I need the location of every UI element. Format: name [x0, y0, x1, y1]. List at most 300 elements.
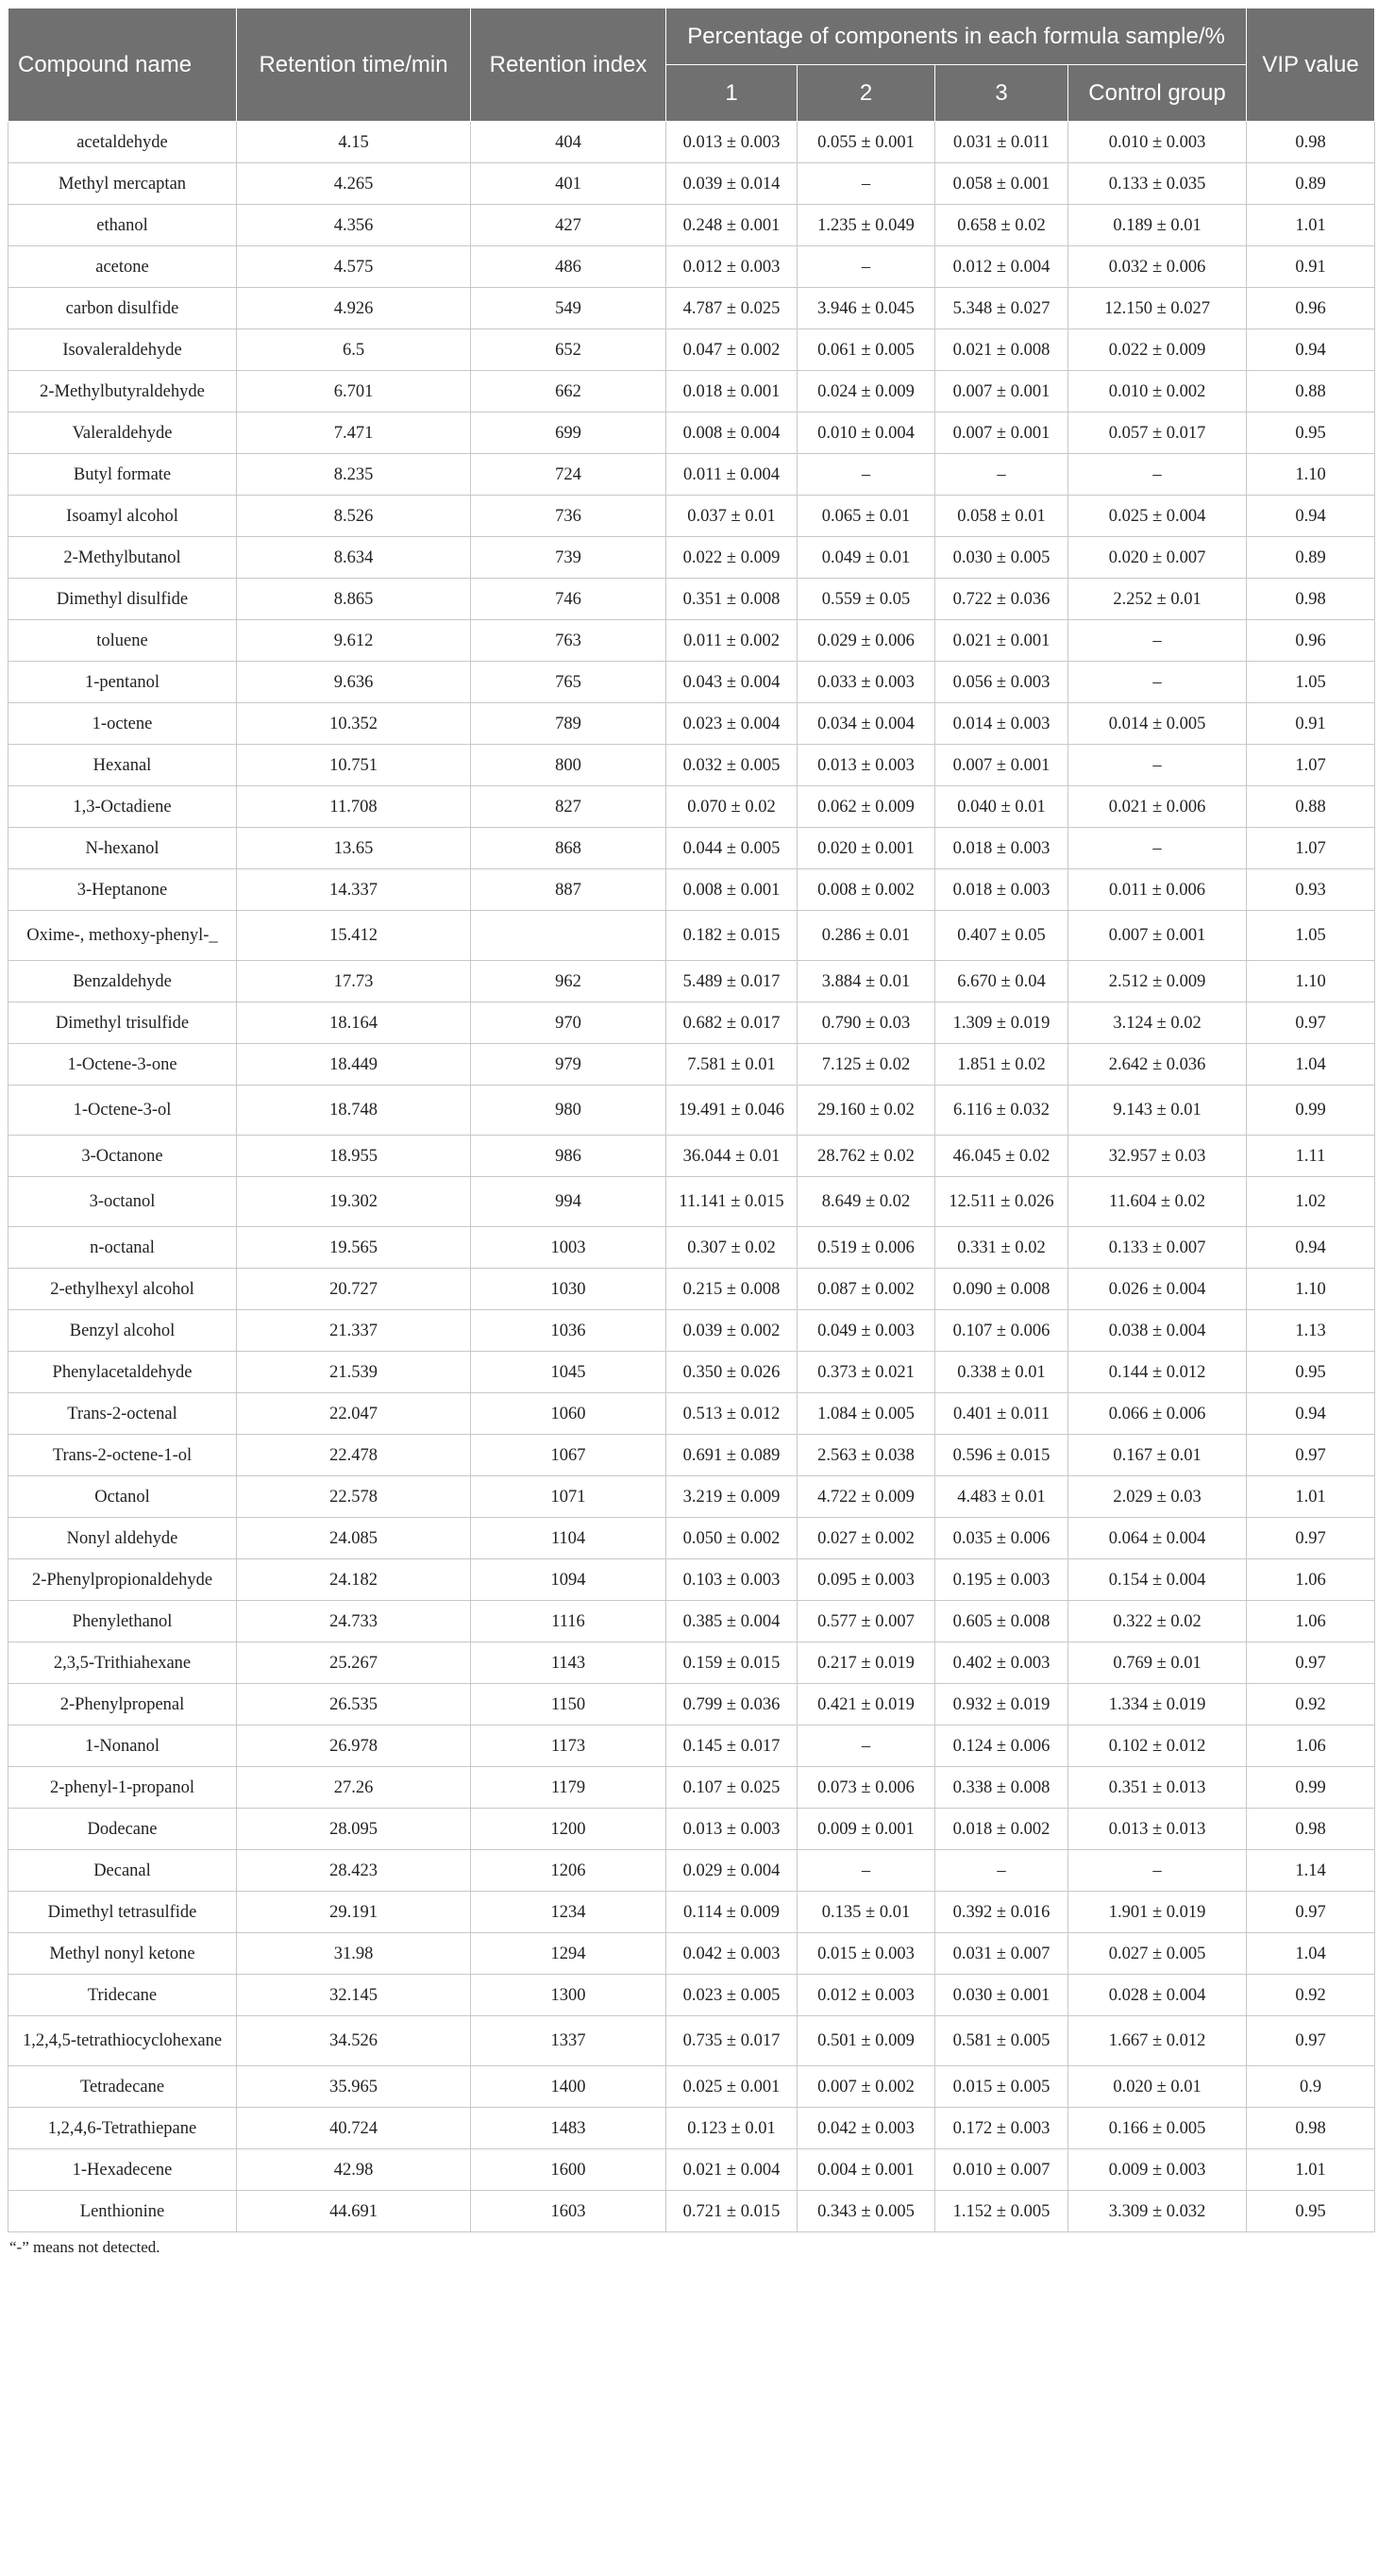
cell-retention-index: 1179 — [471, 1767, 666, 1809]
cell-retention-index: 979 — [471, 1044, 666, 1086]
table-row — [8, 579, 1375, 620]
cell-sample-1: 0.029 ± 0.004 — [666, 1850, 798, 1892]
cell-sample-2: 0.012 ± 0.003 — [798, 1975, 935, 2016]
cell-vip-value: 0.99 — [1247, 1767, 1375, 1809]
cell-vip-value: 1.10 — [1247, 454, 1375, 496]
header-retention-time: Retention time/min — [237, 8, 471, 122]
cell-retention-time: 34.526 — [237, 2016, 471, 2066]
cell-retention-index: 401 — [471, 163, 666, 205]
cell-sample-3: 0.031 ± 0.007 — [935, 1933, 1068, 1975]
cell-compound-name: ethanol — [8, 205, 237, 246]
cell-sample-1: 5.489 ± 0.017 — [666, 961, 798, 1002]
cell-compound-name: Lenthionine — [8, 2191, 237, 2232]
cell-retention-time: 4.575 — [237, 246, 471, 288]
cell-sample-3: 0.605 ± 0.008 — [935, 1601, 1068, 1642]
cell-retention-index: 962 — [471, 961, 666, 1002]
cell-sample-2: 0.055 ± 0.001 — [798, 122, 935, 163]
cell-sample-1: 0.721 ± 0.015 — [666, 2191, 798, 2232]
cell-sample-1: 0.013 ± 0.003 — [666, 1809, 798, 1850]
table-row — [8, 1850, 1375, 1892]
cell-compound-name: Nonyl aldehyde — [8, 1518, 237, 1559]
cell-sample-3: 0.015 ± 0.005 — [935, 2066, 1068, 2108]
cell-sample-3: 0.021 ± 0.001 — [935, 620, 1068, 662]
cell-sample-1: 0.013 ± 0.003 — [666, 122, 798, 163]
cell-retention-time: 24.733 — [237, 1601, 471, 1642]
cell-retention-index: 970 — [471, 1002, 666, 1044]
cell-sample-1: 0.350 ± 0.026 — [666, 1352, 798, 1393]
cell-control-group: 0.769 ± 0.01 — [1068, 1642, 1247, 1684]
table-row — [8, 1177, 1375, 1227]
cell-retention-index — [471, 911, 666, 961]
cell-compound-name: 2-Methylbutanol — [8, 537, 237, 579]
cell-retention-time: 21.337 — [237, 1310, 471, 1352]
cell-retention-index: 739 — [471, 537, 666, 579]
cell-sample-2: 0.217 ± 0.019 — [798, 1642, 935, 1684]
cell-control-group: 0.066 ± 0.006 — [1068, 1393, 1247, 1435]
cell-sample-1: 0.114 ± 0.009 — [666, 1892, 798, 1933]
cell-control-group: 0.167 ± 0.01 — [1068, 1435, 1247, 1476]
cell-retention-time: 6.701 — [237, 371, 471, 412]
cell-retention-time: 13.65 — [237, 828, 471, 869]
cell-vip-value: 0.95 — [1247, 2191, 1375, 2232]
cell-compound-name: n-octanal — [8, 1227, 237, 1269]
cell-compound-name: Trans-2-octene-1-ol — [8, 1435, 237, 1476]
cell-sample-1: 0.039 ± 0.002 — [666, 1310, 798, 1352]
cell-sample-1: 0.385 ± 0.004 — [666, 1601, 798, 1642]
cell-retention-index: 789 — [471, 703, 666, 745]
cell-retention-time: 8.634 — [237, 537, 471, 579]
cell-control-group: 3.309 ± 0.032 — [1068, 2191, 1247, 2232]
cell-retention-index: 1036 — [471, 1310, 666, 1352]
cell-sample-1: 0.039 ± 0.014 — [666, 163, 798, 205]
cell-sample-1: 0.011 ± 0.004 — [666, 454, 798, 496]
table-row — [8, 1933, 1375, 1975]
cell-vip-value: 1.06 — [1247, 1726, 1375, 1767]
cell-control-group: 1.901 ± 0.019 — [1068, 1892, 1247, 1933]
cell-sample-2: 0.421 ± 0.019 — [798, 1684, 935, 1726]
cell-sample-1: 0.248 ± 0.001 — [666, 205, 798, 246]
cell-sample-2: 0.024 ± 0.009 — [798, 371, 935, 412]
table-row — [8, 412, 1375, 454]
cell-sample-1: 11.141 ± 0.015 — [666, 1177, 798, 1227]
cell-retention-time: 8.865 — [237, 579, 471, 620]
cell-retention-time: 24.182 — [237, 1559, 471, 1601]
cell-control-group: 2.029 ± 0.03 — [1068, 1476, 1247, 1518]
cell-compound-name: Dimethyl trisulfide — [8, 1002, 237, 1044]
table-row — [8, 329, 1375, 371]
cell-sample-1: 0.215 ± 0.008 — [666, 1269, 798, 1310]
cell-compound-name: 2-Phenylpropionaldehyde — [8, 1559, 237, 1601]
table-row — [8, 496, 1375, 537]
cell-compound-name: Valeraldehyde — [8, 412, 237, 454]
cell-compound-name: Benzaldehyde — [8, 961, 237, 1002]
cell-compound-name: 2-Methylbutyraldehyde — [8, 371, 237, 412]
cell-compound-name: Phenylacetaldehyde — [8, 1352, 237, 1393]
cell-retention-index: 1483 — [471, 2108, 666, 2149]
cell-retention-time: 35.965 — [237, 2066, 471, 2108]
header-sample-3: 3 — [935, 65, 1068, 122]
cell-vip-value: 1.10 — [1247, 1269, 1375, 1310]
cell-vip-value: 1.06 — [1247, 1559, 1375, 1601]
cell-sample-3: 0.058 ± 0.01 — [935, 496, 1068, 537]
cell-sample-2: 0.042 ± 0.003 — [798, 2108, 935, 2149]
table-body — [8, 122, 1375, 2232]
cell-sample-2: 0.065 ± 0.01 — [798, 496, 935, 537]
cell-vip-value: 0.92 — [1247, 1684, 1375, 1726]
cell-sample-3: – — [935, 454, 1068, 496]
cell-compound-name: carbon disulfide — [8, 288, 237, 329]
cell-sample-3: 0.107 ± 0.006 — [935, 1310, 1068, 1352]
cell-retention-index: 1094 — [471, 1559, 666, 1601]
cell-retention-time: 14.337 — [237, 869, 471, 911]
cell-sample-2: 0.010 ± 0.004 — [798, 412, 935, 454]
cell-retention-time: 18.449 — [237, 1044, 471, 1086]
table-row — [8, 2016, 1375, 2066]
cell-sample-1: 0.735 ± 0.017 — [666, 2016, 798, 2066]
cell-vip-value: 1.04 — [1247, 1044, 1375, 1086]
cell-retention-time: 9.636 — [237, 662, 471, 703]
cell-control-group: 32.957 ± 0.03 — [1068, 1136, 1247, 1177]
cell-sample-1: 0.008 ± 0.004 — [666, 412, 798, 454]
cell-sample-3: 0.018 ± 0.003 — [935, 869, 1068, 911]
table-row — [8, 703, 1375, 745]
table-row — [8, 2149, 1375, 2191]
cell-sample-1: 0.123 ± 0.01 — [666, 2108, 798, 2149]
cell-sample-2: 0.286 ± 0.01 — [798, 911, 935, 961]
cell-control-group: – — [1068, 828, 1247, 869]
table-row — [8, 1435, 1375, 1476]
cell-retention-time: 20.727 — [237, 1269, 471, 1310]
cell-sample-2: – — [798, 163, 935, 205]
cell-sample-1: 0.159 ± 0.015 — [666, 1642, 798, 1684]
table-row — [8, 2108, 1375, 2149]
cell-vip-value: 0.89 — [1247, 537, 1375, 579]
cell-sample-2: 7.125 ± 0.02 — [798, 1044, 935, 1086]
table-row — [8, 1476, 1375, 1518]
header-vip-value: VIP value — [1247, 8, 1375, 122]
cell-sample-1: 0.691 ± 0.089 — [666, 1435, 798, 1476]
cell-sample-3: 0.402 ± 0.003 — [935, 1642, 1068, 1684]
table-row — [8, 1044, 1375, 1086]
cell-retention-time: 19.565 — [237, 1227, 471, 1269]
cell-control-group: 0.025 ± 0.004 — [1068, 496, 1247, 537]
cell-vip-value: 1.05 — [1247, 662, 1375, 703]
cell-retention-time: 11.708 — [237, 786, 471, 828]
cell-retention-index: 699 — [471, 412, 666, 454]
cell-compound-name: Butyl formate — [8, 454, 237, 496]
cell-control-group: – — [1068, 454, 1247, 496]
cell-sample-3: 0.012 ± 0.004 — [935, 246, 1068, 288]
cell-retention-time: 9.612 — [237, 620, 471, 662]
table-row — [8, 1269, 1375, 1310]
cell-sample-1: 36.044 ± 0.01 — [666, 1136, 798, 1177]
cell-retention-index: 1104 — [471, 1518, 666, 1559]
cell-vip-value: 1.01 — [1247, 205, 1375, 246]
cell-compound-name: 1,2,4,6-Tetrathiepane — [8, 2108, 237, 2149]
cell-sample-2: 0.013 ± 0.003 — [798, 745, 935, 786]
cell-sample-3: 0.010 ± 0.007 — [935, 2149, 1068, 2191]
cell-vip-value: 1.13 — [1247, 1310, 1375, 1352]
table-row — [8, 1975, 1375, 2016]
cell-retention-time: 27.26 — [237, 1767, 471, 1809]
cell-vip-value: 1.07 — [1247, 745, 1375, 786]
cell-control-group: 0.057 ± 0.017 — [1068, 412, 1247, 454]
cell-compound-name: acetone — [8, 246, 237, 288]
cell-retention-index: 1294 — [471, 1933, 666, 1975]
cell-sample-3: 0.090 ± 0.008 — [935, 1269, 1068, 1310]
cell-sample-3: 0.007 ± 0.001 — [935, 371, 1068, 412]
cell-sample-2: 0.008 ± 0.002 — [798, 869, 935, 911]
cell-compound-name: Phenylethanol — [8, 1601, 237, 1642]
cell-vip-value: 0.98 — [1247, 2108, 1375, 2149]
table-row — [8, 537, 1375, 579]
cell-control-group: 2.642 ± 0.036 — [1068, 1044, 1247, 1086]
table-row — [8, 2191, 1375, 2232]
cell-compound-name: Oxime-, methoxy-phenyl-_ — [8, 911, 237, 961]
cell-control-group: 0.166 ± 0.005 — [1068, 2108, 1247, 2149]
cell-compound-name: Isovaleraldehyde — [8, 329, 237, 371]
cell-retention-time: 31.98 — [237, 1933, 471, 1975]
cell-retention-time: 18.955 — [237, 1136, 471, 1177]
header-sample-1: 1 — [666, 65, 798, 122]
cell-compound-name: 3-octanol — [8, 1177, 237, 1227]
cell-sample-1: 7.581 ± 0.01 — [666, 1044, 798, 1086]
cell-retention-time: 29.191 — [237, 1892, 471, 1933]
cell-sample-1: 0.018 ± 0.001 — [666, 371, 798, 412]
cell-retention-index: 1067 — [471, 1435, 666, 1476]
cell-sample-3: 0.021 ± 0.008 — [935, 329, 1068, 371]
cell-sample-1: 0.012 ± 0.003 — [666, 246, 798, 288]
cell-control-group: 0.011 ± 0.006 — [1068, 869, 1247, 911]
cell-retention-time: 4.926 — [237, 288, 471, 329]
cell-retention-time: 28.423 — [237, 1850, 471, 1892]
cell-retention-time: 7.471 — [237, 412, 471, 454]
cell-sample-2: 0.049 ± 0.01 — [798, 537, 935, 579]
cell-retention-index: 736 — [471, 496, 666, 537]
cell-vip-value: 0.91 — [1247, 246, 1375, 288]
table-row — [8, 1684, 1375, 1726]
cell-retention-time: 6.5 — [237, 329, 471, 371]
cell-sample-1: 0.043 ± 0.004 — [666, 662, 798, 703]
cell-sample-2: 0.343 ± 0.005 — [798, 2191, 935, 2232]
cell-retention-index: 404 — [471, 122, 666, 163]
table-row — [8, 961, 1375, 1002]
cell-control-group: 0.144 ± 0.012 — [1068, 1352, 1247, 1393]
cell-retention-index: 1600 — [471, 2149, 666, 2191]
cell-compound-name: 2-ethylhexyl alcohol — [8, 1269, 237, 1310]
cell-sample-3: 0.722 ± 0.036 — [935, 579, 1068, 620]
cell-sample-2: 0.519 ± 0.006 — [798, 1227, 935, 1269]
cell-vip-value: 1.06 — [1247, 1601, 1375, 1642]
cell-sample-2: 0.015 ± 0.003 — [798, 1933, 935, 1975]
cell-compound-name: 1-octene — [8, 703, 237, 745]
cell-sample-3: 0.338 ± 0.01 — [935, 1352, 1068, 1393]
cell-sample-2: 3.946 ± 0.045 — [798, 288, 935, 329]
cell-vip-value: 0.97 — [1247, 1002, 1375, 1044]
cell-control-group: 0.010 ± 0.002 — [1068, 371, 1247, 412]
cell-vip-value: 1.10 — [1247, 961, 1375, 1002]
cell-vip-value: 0.89 — [1247, 163, 1375, 205]
cell-retention-index: 724 — [471, 454, 666, 496]
cell-retention-index: 1116 — [471, 1601, 666, 1642]
cell-retention-index: 1071 — [471, 1476, 666, 1518]
cell-retention-index: 662 — [471, 371, 666, 412]
cell-sample-1: 0.042 ± 0.003 — [666, 1933, 798, 1975]
cell-retention-index: 1400 — [471, 2066, 666, 2108]
cell-retention-index: 827 — [471, 786, 666, 828]
cell-sample-2: 3.884 ± 0.01 — [798, 961, 935, 1002]
cell-sample-1: 0.107 ± 0.025 — [666, 1767, 798, 1809]
table-row — [8, 1352, 1375, 1393]
cell-compound-name: Decanal — [8, 1850, 237, 1892]
cell-control-group: 0.007 ± 0.001 — [1068, 911, 1247, 961]
cell-sample-3: 0.007 ± 0.001 — [935, 745, 1068, 786]
cell-compound-name: 2-Phenylpropenal — [8, 1684, 237, 1726]
cell-compound-name: Dimethyl disulfide — [8, 579, 237, 620]
cell-sample-3: 1.309 ± 0.019 — [935, 1002, 1068, 1044]
cell-compound-name: 2,3,5-Trithiahexane — [8, 1642, 237, 1684]
cell-sample-2: 0.095 ± 0.003 — [798, 1559, 935, 1601]
cell-control-group: 0.027 ± 0.005 — [1068, 1933, 1247, 1975]
cell-compound-name: Isoamyl alcohol — [8, 496, 237, 537]
table-row — [8, 662, 1375, 703]
cell-control-group: 11.604 ± 0.02 — [1068, 1177, 1247, 1227]
cell-retention-time: 44.691 — [237, 2191, 471, 2232]
cell-sample-3: 0.195 ± 0.003 — [935, 1559, 1068, 1601]
cell-sample-2: 0.034 ± 0.004 — [798, 703, 935, 745]
cell-sample-3: 0.018 ± 0.002 — [935, 1809, 1068, 1850]
cell-compound-name: 2-phenyl-1-propanol — [8, 1767, 237, 1809]
cell-retention-time: 18.164 — [237, 1002, 471, 1044]
cell-vip-value: 0.94 — [1247, 1393, 1375, 1435]
cell-control-group: 0.154 ± 0.004 — [1068, 1559, 1247, 1601]
cell-sample-3: – — [935, 1850, 1068, 1892]
cell-sample-1: 3.219 ± 0.009 — [666, 1476, 798, 1518]
cell-vip-value: 0.93 — [1247, 869, 1375, 911]
cell-sample-2: 0.577 ± 0.007 — [798, 1601, 935, 1642]
cell-sample-3: 0.018 ± 0.003 — [935, 828, 1068, 869]
cell-vip-value: 0.97 — [1247, 1435, 1375, 1476]
cell-sample-3: 5.348 ± 0.027 — [935, 288, 1068, 329]
cell-sample-2: 0.073 ± 0.006 — [798, 1767, 935, 1809]
cell-retention-index: 1150 — [471, 1684, 666, 1726]
cell-retention-index: 994 — [471, 1177, 666, 1227]
cell-control-group: 1.667 ± 0.012 — [1068, 2016, 1247, 2066]
table-row — [8, 454, 1375, 496]
cell-vip-value: 0.91 — [1247, 703, 1375, 745]
cell-sample-3: 0.407 ± 0.05 — [935, 911, 1068, 961]
cell-sample-3: 1.851 ± 0.02 — [935, 1044, 1068, 1086]
cell-sample-3: 0.007 ± 0.001 — [935, 412, 1068, 454]
cell-retention-index: 765 — [471, 662, 666, 703]
table-row — [8, 205, 1375, 246]
cell-sample-2: 0.062 ± 0.009 — [798, 786, 935, 828]
cell-retention-index: 746 — [471, 579, 666, 620]
cell-sample-3: 0.040 ± 0.01 — [935, 786, 1068, 828]
cell-sample-1: 0.351 ± 0.008 — [666, 579, 798, 620]
table-row — [8, 1227, 1375, 1269]
cell-retention-index: 1200 — [471, 1809, 666, 1850]
cell-compound-name: 1-pentanol — [8, 662, 237, 703]
cell-compound-name: Benzyl alcohol — [8, 1310, 237, 1352]
cell-sample-1: 0.011 ± 0.002 — [666, 620, 798, 662]
header-percentage-group: Percentage of components in each formula sample/% — [666, 8, 1247, 65]
cell-retention-time: 4.265 — [237, 163, 471, 205]
cell-retention-time: 15.412 — [237, 911, 471, 961]
table-row — [8, 2066, 1375, 2108]
cell-vip-value: 0.95 — [1247, 1352, 1375, 1393]
cell-sample-1: 0.182 ± 0.015 — [666, 911, 798, 961]
cell-sample-3: 4.483 ± 0.01 — [935, 1476, 1068, 1518]
cell-vip-value: 0.9 — [1247, 2066, 1375, 2108]
header-sample-2: 2 — [798, 65, 935, 122]
cell-control-group: 0.189 ± 0.01 — [1068, 205, 1247, 246]
cell-sample-2: 0.033 ± 0.003 — [798, 662, 935, 703]
cell-sample-2: 0.790 ± 0.03 — [798, 1002, 935, 1044]
cell-sample-3: 0.014 ± 0.003 — [935, 703, 1068, 745]
cell-control-group: – — [1068, 1850, 1247, 1892]
table-row — [8, 163, 1375, 205]
cell-sample-2: 2.563 ± 0.038 — [798, 1435, 935, 1476]
cell-control-group: 0.038 ± 0.004 — [1068, 1310, 1247, 1352]
cell-retention-index: 486 — [471, 246, 666, 288]
cell-sample-1: 0.008 ± 0.001 — [666, 869, 798, 911]
cell-vip-value: 1.14 — [1247, 1850, 1375, 1892]
cell-sample-2: 28.762 ± 0.02 — [798, 1136, 935, 1177]
cell-sample-1: 0.023 ± 0.004 — [666, 703, 798, 745]
cell-retention-time: 4.15 — [237, 122, 471, 163]
cell-retention-time: 18.748 — [237, 1086, 471, 1136]
cell-retention-time: 26.978 — [237, 1726, 471, 1767]
cell-sample-1: 0.145 ± 0.017 — [666, 1726, 798, 1767]
cell-control-group: 0.133 ± 0.007 — [1068, 1227, 1247, 1269]
table-row — [8, 1518, 1375, 1559]
table-row — [8, 1310, 1375, 1352]
cell-control-group: 0.013 ± 0.013 — [1068, 1809, 1247, 1850]
cell-sample-2: – — [798, 1726, 935, 1767]
cell-retention-index: 427 — [471, 205, 666, 246]
cell-sample-2: 0.020 ± 0.001 — [798, 828, 935, 869]
cell-sample-1: 0.307 ± 0.02 — [666, 1227, 798, 1269]
table-row — [8, 1767, 1375, 1809]
cell-vip-value: 0.96 — [1247, 620, 1375, 662]
cell-sample-1: 0.050 ± 0.002 — [666, 1518, 798, 1559]
cell-retention-index: 549 — [471, 288, 666, 329]
cell-sample-3: 0.030 ± 0.001 — [935, 1975, 1068, 2016]
cell-sample-2: 0.501 ± 0.009 — [798, 2016, 935, 2066]
cell-sample-1: 0.513 ± 0.012 — [666, 1393, 798, 1435]
cell-retention-index: 986 — [471, 1136, 666, 1177]
cell-retention-index: 1045 — [471, 1352, 666, 1393]
cell-retention-time: 40.724 — [237, 2108, 471, 2149]
cell-vip-value: 0.88 — [1247, 371, 1375, 412]
cell-retention-index: 1603 — [471, 2191, 666, 2232]
cell-control-group: 0.022 ± 0.009 — [1068, 329, 1247, 371]
table-row — [8, 1393, 1375, 1435]
cell-sample-2: 0.007 ± 0.002 — [798, 2066, 935, 2108]
cell-control-group: 0.133 ± 0.035 — [1068, 163, 1247, 205]
cell-sample-3: 0.331 ± 0.02 — [935, 1227, 1068, 1269]
cell-sample-1: 0.047 ± 0.002 — [666, 329, 798, 371]
cell-sample-3: 1.152 ± 0.005 — [935, 2191, 1068, 2232]
cell-compound-name: Dodecane — [8, 1809, 237, 1850]
cell-vip-value: 0.95 — [1247, 412, 1375, 454]
cell-vip-value: 1.04 — [1247, 1933, 1375, 1975]
table-row — [8, 1642, 1375, 1684]
cell-vip-value: 0.96 — [1247, 288, 1375, 329]
cell-sample-1: 0.799 ± 0.036 — [666, 1684, 798, 1726]
cell-sample-1: 0.021 ± 0.004 — [666, 2149, 798, 2191]
